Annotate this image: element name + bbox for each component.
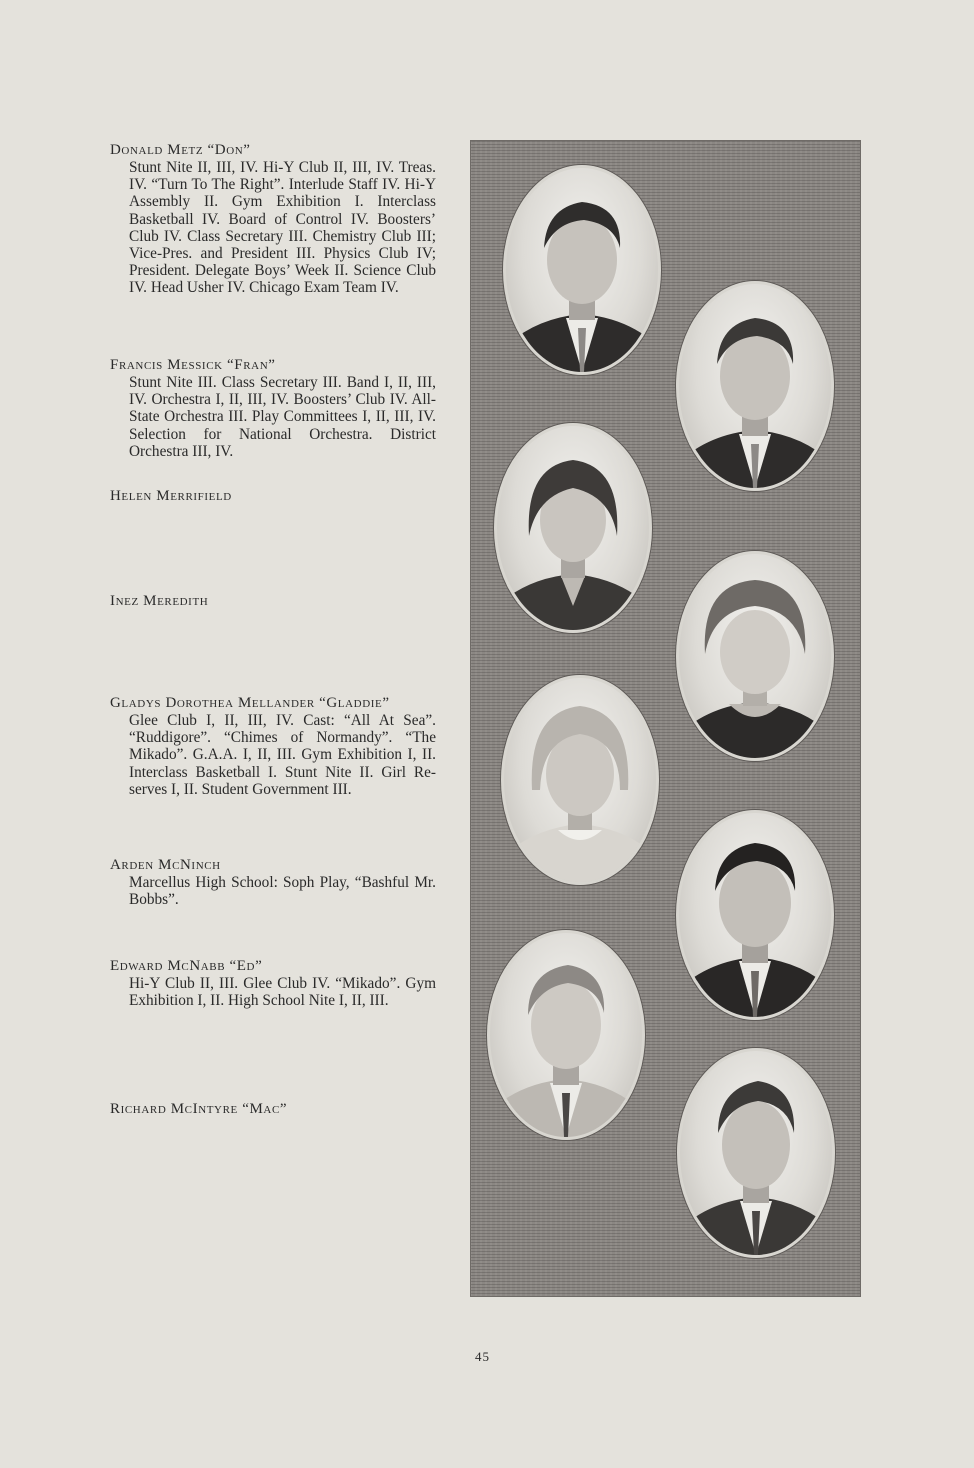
- entry-inez-meredith: [110, 593, 436, 610]
- portrait-inez-meredith: [676, 551, 834, 761]
- entry-helen-merrifield: [110, 488, 436, 505]
- student-activities: Stunt Nite II, III, IV. Hi-Y Club II, III, IV. Treas. IV. “Turn To The Right”. Interlude Staff IV. Hi-Y Assembly II. Gym Exhibition I. Interclass Basketball IV. Board of Control IV. Boosters’ Club IV. Class Secretary III. Chemistry Club III; Vice-Pres. and President III. Physics Club IV; President. Delegate Boys’ Week II. Science Club IV. Head Usher IV. Chicago Exam Team IV.: [129, 159, 436, 297]
- entry-edward-mcnabb: [110, 958, 436, 1009]
- entry-gladys-mellander: [110, 695, 436, 798]
- portrait-image: [506, 168, 658, 372]
- portrait-edward-mcnabb: [487, 930, 645, 1140]
- portrait-gladys-mellander: [501, 675, 659, 885]
- student-activities: Marcellus High School: Soph Play, “Bashful Mr. Bobbs”.: [129, 874, 436, 909]
- portrait-image: [679, 813, 831, 1017]
- entry-donald-metz: [110, 142, 436, 297]
- entry-francis-messick: [110, 357, 436, 460]
- student-activities: Hi-Y Club II, III. Glee Club IV. “Mikado”. Gym Exhibition I, II. High School Nite I, II, III.: [129, 975, 436, 1010]
- student-name: Inez Meredith: [110, 593, 209, 609]
- portrait-image: [679, 554, 831, 758]
- portrait-richard-mcintyre: [677, 1048, 835, 1258]
- student-name: Edward McNabb “Ed”: [110, 958, 263, 974]
- student-name: Francis Messick “Fran”: [110, 357, 276, 373]
- portrait-arden-mcninch: [676, 810, 834, 1020]
- student-name: Donald Metz “Don”: [110, 142, 251, 158]
- student-name: Richard McIntyre “Mac”: [110, 1101, 288, 1117]
- portrait-image: [680, 1051, 832, 1255]
- student-activities: Stunt Nite III. Class Secretary III. Band I, II, III, IV. Orchestra I, II, III, IV. Boosters’ Club IV. All-State Orchestra III. Play Committees I, II, III, IV. Selection for National Orchestra. District Orchestra III, IV.: [129, 374, 436, 460]
- student-name: Gladys Dorothea Mellander “Gladdie”: [110, 695, 390, 711]
- student-activities: Glee Club I, II, III, IV. Cast: “All At Sea”. “Ruddigore”. “Chimes of Normandy”. “The Mikado”. G.A.A. I, II, III. Gym Exhibition I, II. Interclass Basketball I. Stunt Nite II. Girl Reserves I, II. Student Government III.: [129, 712, 436, 798]
- page-number: 45: [475, 1349, 490, 1364]
- student-name: Arden McNinch: [110, 857, 221, 873]
- entry-richard-mcintyre: [110, 1101, 436, 1118]
- portrait-panel: [470, 140, 861, 1297]
- portrait-image: [679, 284, 831, 488]
- portrait-image: [504, 678, 656, 882]
- portrait-donald-metz: [503, 165, 661, 375]
- portrait-francis-messick: [676, 281, 834, 491]
- student-name: Helen Merrifield: [110, 488, 232, 504]
- portrait-image: [490, 933, 642, 1137]
- entry-arden-mcninch: [110, 857, 436, 908]
- portrait-image: [497, 426, 649, 630]
- portrait-helen-merrifield: [494, 423, 652, 633]
